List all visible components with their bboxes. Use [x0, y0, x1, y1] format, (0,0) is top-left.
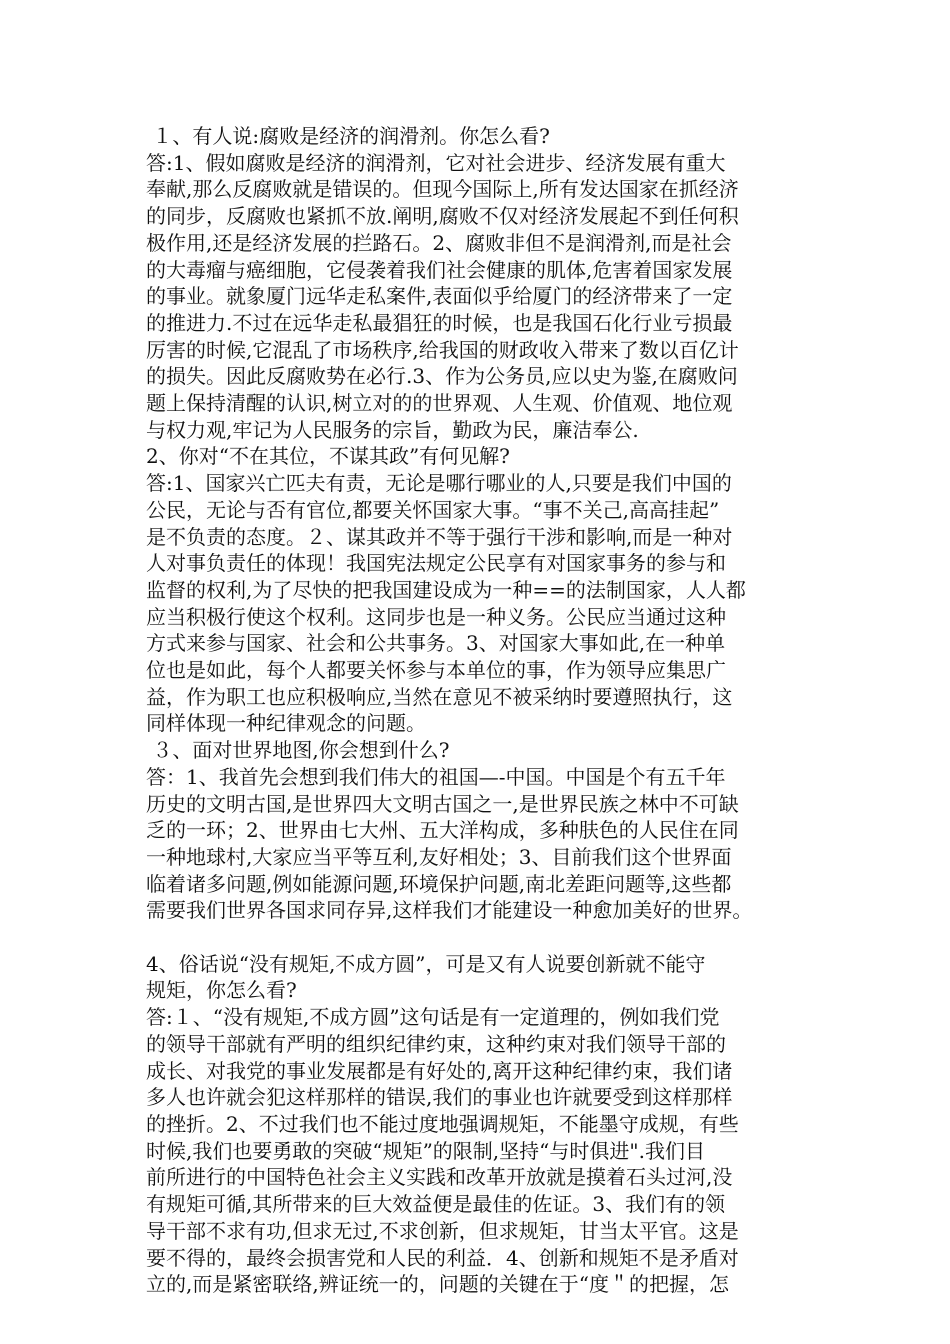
text-line: 立的,而是紧密联络,辨证统一的，问题的关键在于“度＂的把握，怎 [146, 1272, 729, 1297]
text-line: 人对事负责任的体现！我国宪法规定公民享有对国家事务的参与和 [146, 551, 726, 576]
text-line: 答：1、我首先会想到我们伟大的祖国—-中国。中国是个有五千年 [146, 764, 726, 789]
text-line: 一种地球村,大家应当平等互利,友好相处；3、目前我们这个世界面 [146, 844, 732, 869]
text-line: 的推进力.不过在远华走私最猖狂的时候，也是我国石化行业亏损最 [146, 310, 733, 335]
text-line: 与权力观,牢记为人民服务的宗旨，勤政为民，廉洁奉公. [146, 417, 639, 442]
text-line: 2、你对“不在其位，不谋其政”有何见解? [146, 444, 510, 469]
text-line: 历史的文明古国,是世界四大文明古国之一,是世界民族之林中不可缺 [146, 791, 739, 816]
text-line: 成长、对我党的事业发展都是有好处的,离开这种纪律约束，我们诸 [146, 1058, 733, 1083]
text-line: 题上保持清醒的认识,树立对的的世界观、人生观、价值观、地位观 [146, 391, 733, 416]
text-line: １、有人说:腐败是经济的润滑剂。你怎么看? [146, 124, 550, 148]
text-line: 答:1、假如腐败是经济的润滑剂，它对社会进步、经济发展有重大 [146, 150, 726, 175]
text-line: 奉献,那么反腐败就是错误的。但现今国际上,所有发达国家在抓经济 [146, 177, 739, 202]
text-line: 方式来参与国家、社会和公共事务。3、对国家大事如此,在一种单 [146, 631, 726, 656]
text-line: 极作用,还是经济发展的拦路石。2、腐败非但不是润滑剂,而是社会 [146, 230, 732, 255]
text-line: 的大毒瘤与癌细胞，它侵袭着我们社会健康的肌体,危害着国家发展 [146, 257, 733, 282]
text-line: 的同步，反腐败也紧抓不放.阐明,腐败不仅对经济发展起不到任何积 [146, 204, 739, 229]
text-line: 同样体现一种纪律观念的问题。 [146, 711, 426, 736]
text-line: 乏的一环；2、世界由七大州、五大洋构成，多种肤色的人民住在同 [146, 818, 739, 843]
text-line: 需要我们世界各国求同存异,这样我们才能建设一种愈加美好的世界。 [146, 898, 753, 923]
text-line: 的领导干部就有严明的组织纪律约束，这种约束对我们领导干部的 [146, 1031, 726, 1056]
text-line: 监督的权利,为了尽快的把我国建设成为一种==的法制国家，人人都 [146, 577, 746, 602]
document-body [146, 123, 816, 1298]
text-line: 时候,我们也要勇敢的突破“规矩”的限制,坚持“与时俱进".我们目 [146, 1138, 705, 1163]
text-line: 公民，无论与否有官位,都要关怀国家大事。“事不关己,高高挂起” [146, 497, 720, 522]
text-line: 临着诸多问题,例如能源问题,环境保护问题,南北差距问题等,这些都 [146, 871, 732, 896]
text-line: 有规矩可循,其所带来的巨大效益便是最佳的佐证。3、我们有的领 [146, 1192, 726, 1217]
text-line: 应当积极行使这个权利。这同步也是一种义务。公民应当通过这种 [146, 604, 726, 629]
text-line: 导干部不求有功,但求无过,不求创新，但求规矩，甘当太平官。这是 [146, 1218, 739, 1243]
text-line: 的挫折。2、不过我们也不能过度地强调规矩，不能墨守成规，有些 [146, 1112, 739, 1136]
text-line: 多人也许就会犯这样那样的错误,我们的事业也许就要受到这样那样 [146, 1085, 733, 1110]
text-line [146, 924, 816, 951]
text-line: 答:1、国家兴亡匹夫有责，无论是哪行哪业的人,只要是我们中国的 [146, 471, 732, 496]
text-line: 是不负责的态度。２、谋其政并不等于强行干涉和影响,而是一种对 [146, 524, 733, 549]
text-line: 答:１、“没有规矩,不成方圆”这句话是有一定道理的，例如我们党 [146, 1005, 720, 1030]
text-line: 4、俗话说“没有规矩,不成方圆”，可是又有人说要创新就不能守 [146, 951, 706, 976]
text-line: 位也是如此，每个人都要关怀参与本单位的事，作为领导应集思广 [146, 658, 726, 683]
text-line: 规矩，你怎么看? [146, 978, 297, 1003]
text-line: 厉害的时候,它混乱了市场秩序,给我国的财政收入带来了数以百亿计 [146, 337, 739, 362]
text-line: 要不得的，最终会损害党和人民的利益．4、创新和规矩不是矛盾对 [146, 1245, 739, 1270]
text-line: 的损失。因此反腐败势在必行.3、作为公务员,应以史为鉴,在腐败问 [146, 364, 738, 389]
text-line: 的事业。就象厦门远华走私案件,表面似乎给厦门的经济带来了一定 [146, 284, 733, 309]
text-line: 前所进行的中国特色社会主义实践和改革开放就是摸着石头过河,没 [146, 1165, 733, 1190]
text-line: 益，作为职工也应积极响应,当然在意见不被采纳时要遵照执行，这 [146, 684, 733, 709]
text-line: ３、面对世界地图,你会想到什么? [146, 738, 450, 763]
